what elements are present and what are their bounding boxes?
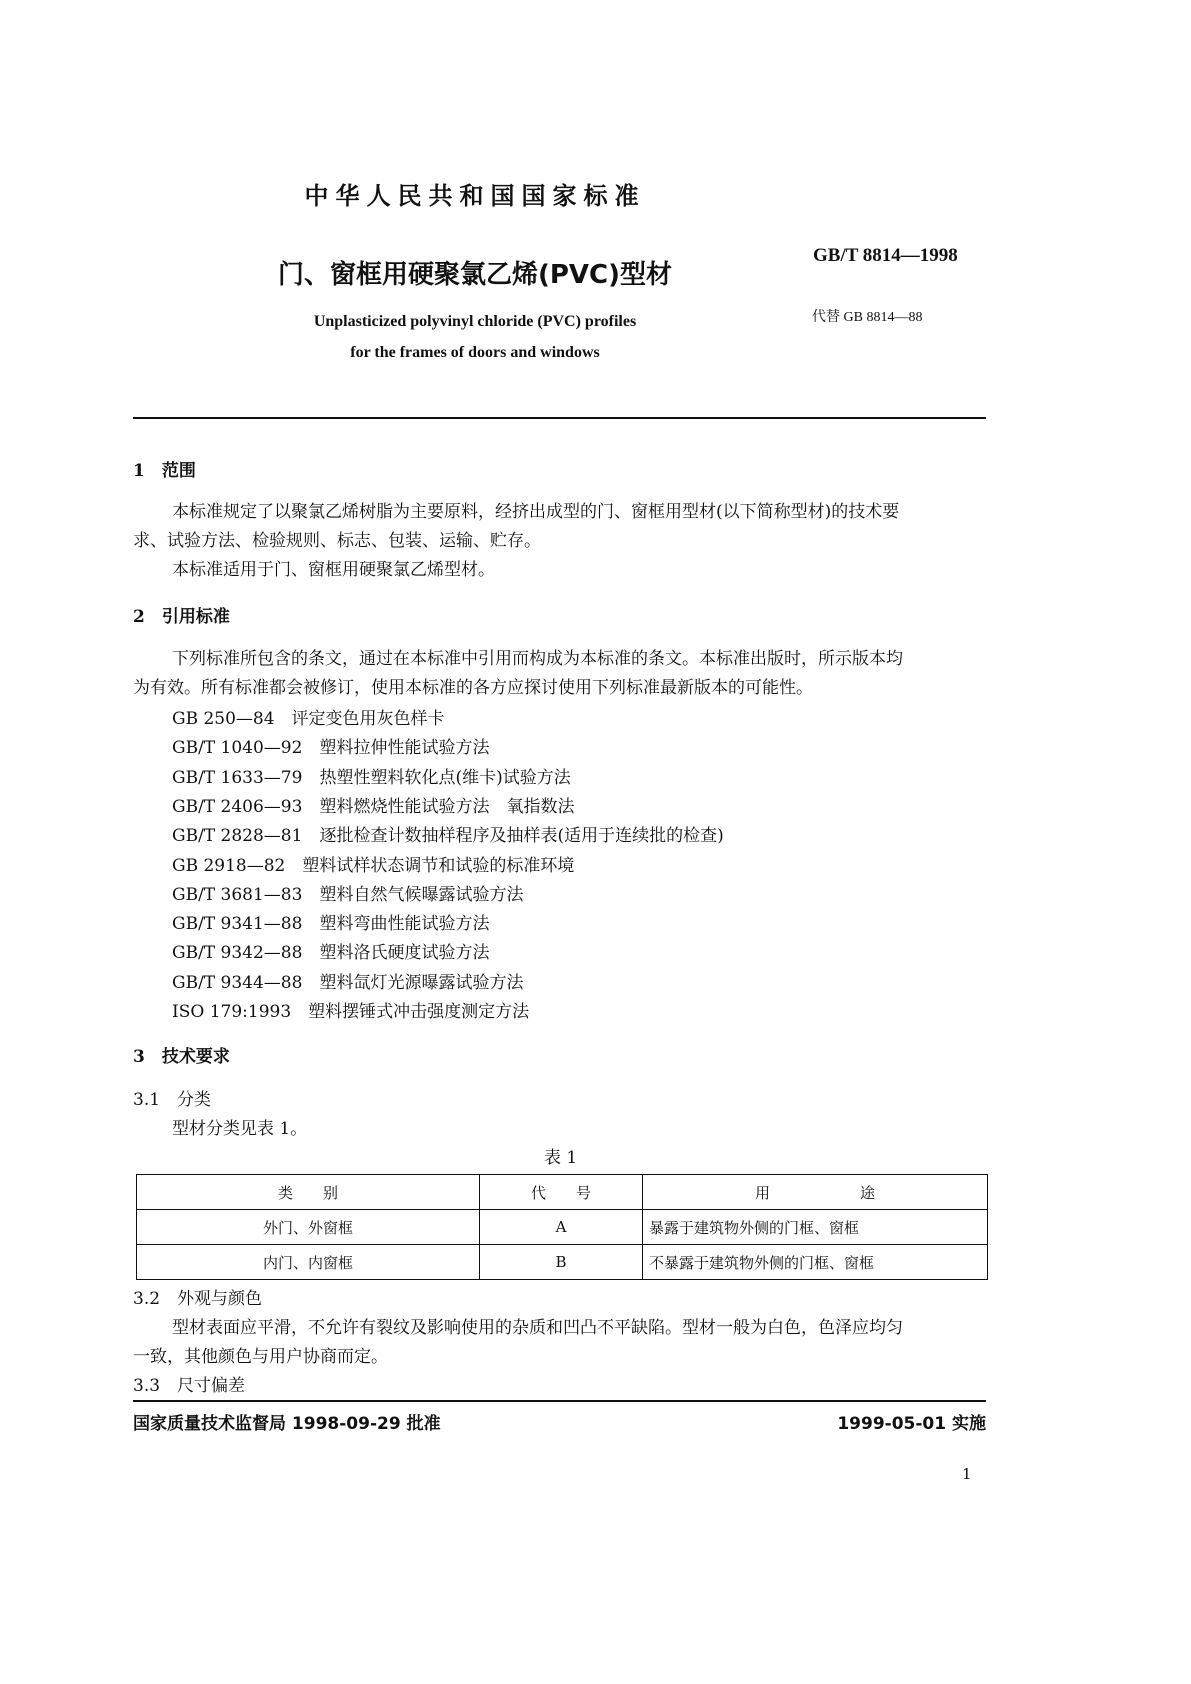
- standard-code: GB/T 8814—1998: [813, 245, 958, 266]
- section-2-heading: 2 引用标准: [133, 607, 230, 627]
- column-header: 类 别: [137, 1175, 480, 1210]
- table-cell: 外门、外窗框: [137, 1210, 480, 1245]
- table-header-row: [137, 1175, 988, 1210]
- paragraph: 型材表面应平滑，不允许有裂纹及影响使用的杂质和凹凸不平缺陷。型材一般为白色，色泽应均匀: [172, 1318, 903, 1338]
- paragraph: 本标准规定了以聚氯乙烯树脂为主要原料，经挤出成型的门、窗框用型材(以下简称型材)的技术要: [172, 502, 900, 522]
- reference-item: GB/T 9344—88 塑料氙灯光源曝露试验方法: [172, 972, 524, 993]
- document-title: 门、窗框用硬聚氯乙烯(PVC)型材: [277, 260, 673, 290]
- reference-item: ISO 179:1993 塑料摆锤式冲击强度测定方法: [172, 1002, 530, 1022]
- paragraph: 本标准适用于门、窗框用硬聚氯乙烯型材。: [172, 560, 495, 580]
- english-title-line-1: Unplasticized polyvinyl chloride (PVC) profiles: [313, 313, 637, 330]
- classification-table: [136, 1174, 988, 1280]
- footer-divider: [133, 1400, 986, 1402]
- approval-date: 国家质量技术监督局 1998-09-29 批准: [133, 1414, 441, 1434]
- section-3-heading: 3 技术要求: [133, 1047, 230, 1067]
- reference-item: GB 250—84 评定变色用灰色样卡: [172, 709, 445, 729]
- english-title-line-2: for the frames of doors and windows: [350, 344, 600, 361]
- reference-item: GB/T 1633—79 热塑性塑料软化点(维卡)试验方法: [172, 767, 571, 788]
- table-cell: 内门、内窗框: [137, 1245, 480, 1280]
- national-standard-label: 中华人民共和国国家标准: [304, 182, 646, 210]
- reference-item: GB/T 2406—93 塑料燃烧性能试验方法 氧指数法: [172, 796, 575, 817]
- section-1-heading: 1 范围: [133, 461, 196, 481]
- table-row: [137, 1210, 988, 1245]
- paragraph: 为有效。所有标准都会被修订，使用本标准的各方应探讨使用下列标准最新版本的可能性。: [133, 678, 813, 698]
- reference-item: GB/T 9342—88 塑料洛氏硬度试验方法: [172, 943, 490, 964]
- replaces-note: 代替 GB 8814—88: [812, 310, 923, 325]
- reference-item: GB/T 9341—88 塑料弯曲性能试验方法: [172, 914, 490, 935]
- page-number: 1: [962, 1465, 972, 1483]
- table-cell: A: [480, 1210, 643, 1245]
- subsection-3-3-heading: 3.3 尺寸偏差: [133, 1376, 246, 1396]
- column-header: 代 号: [480, 1175, 643, 1210]
- table-cell: 不暴露于建筑物外侧的门框、窗框: [643, 1245, 988, 1280]
- column-header: 用 途: [643, 1175, 988, 1210]
- paragraph: 下列标准所包含的条文，通过在本标准中引用而构成为本标准的条文。本标准出版时，所示版本均: [172, 649, 903, 669]
- table-cell: 暴露于建筑物外侧的门框、窗框: [643, 1210, 988, 1245]
- paragraph: 求、试验方法、检验规则、标志、包装、运输、贮存。: [133, 531, 541, 551]
- reference-item: GB 2918—82 塑料试样状态调节和试验的标准环境: [172, 855, 575, 876]
- table-row: [137, 1245, 988, 1280]
- table-caption: 表 1: [544, 1148, 578, 1168]
- table-cell: B: [480, 1245, 643, 1280]
- subsection-3-2-heading: 3.2 外观与颜色: [133, 1289, 263, 1309]
- paragraph: 一致，其他颜色与用户协商而定。: [133, 1347, 388, 1367]
- paragraph: 型材分类见表 1。: [172, 1119, 308, 1139]
- reference-item: GB/T 1040—92 塑料拉伸性能试验方法: [172, 738, 490, 759]
- header-divider: [133, 417, 986, 419]
- subsection-3-1-heading: 3.1 分类: [133, 1090, 212, 1110]
- effective-date: 1999-05-01 实施: [837, 1414, 986, 1434]
- reference-item: GB/T 3681—83 塑料自然气候曝露试验方法: [172, 884, 524, 905]
- reference-item: GB/T 2828—81 逐批检查计数抽样程序及抽样表(适用于连续批的检查): [172, 826, 724, 847]
